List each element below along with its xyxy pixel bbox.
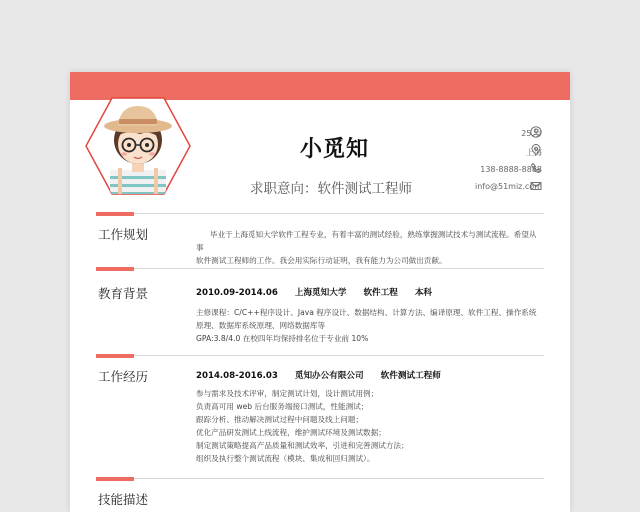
- candidate-name: 小觅知: [300, 137, 370, 162]
- education-text: [196, 306, 544, 345]
- education-school: 上海觅知大学: [294, 288, 347, 298]
- education-head: [196, 286, 446, 298]
- section-accent-bar: [96, 354, 134, 358]
- mail-icon: [530, 180, 542, 192]
- city-text: 上海: [526, 148, 542, 157]
- work-line: 优化产品研发测试上线流程，维护测试环境及测试数据；: [196, 428, 386, 437]
- work-text: [196, 387, 544, 465]
- resume-paper: [70, 72, 570, 512]
- plan-line: 毕业于上海觅知大学软件工程专业，有着丰富的测试经验，熟练掌握测试技术与测试流程。希望从事: [196, 230, 537, 252]
- section-accent-bar: [96, 267, 134, 271]
- section-title-education: 教育背景: [98, 286, 149, 301]
- section-divider: [134, 355, 544, 356]
- work-company: 觅知办公有限公司: [294, 371, 364, 381]
- work-line: 组织及执行整个测试流程（模块、集成和回归测试）。: [196, 454, 375, 463]
- section-accent-bar: [96, 212, 134, 216]
- work-head: [196, 369, 455, 381]
- phone-icon: [530, 162, 542, 174]
- section-title-work: 工作经历: [98, 369, 149, 384]
- section-divider: [134, 268, 544, 269]
- avatar: [84, 96, 192, 196]
- plan-line: 软件测试工程师的工作。我会用实际行动证明，我有能力为公司做出贡献。: [196, 256, 447, 265]
- user-icon: [530, 126, 542, 138]
- section-divider: [134, 478, 544, 479]
- location-pin-icon: [530, 144, 542, 156]
- education-dates: 2010.09-2014.06: [196, 288, 278, 298]
- work-line: 参与需求及技术评审，制定测试计划，设计测试用例；: [196, 389, 379, 398]
- job-intent: 求职意向：软件测试工程师: [250, 181, 412, 197]
- phone-text: 138-8888-8888: [480, 165, 542, 174]
- work-line: 负责高可用 web 后台服务端接口测试，性能测试；: [196, 402, 369, 411]
- education-line: 主修课程：C/C++程序设计、Java 程序设计、数据结构、计算方法、编译原理、软件工程、操作系统: [196, 308, 537, 317]
- plan-text: [196, 228, 544, 267]
- education-degree: 本科: [414, 288, 433, 298]
- education-major: 软件工程: [363, 288, 398, 298]
- section-divider: [134, 213, 544, 214]
- section-title-skills: 技能描述: [98, 492, 149, 507]
- education-line: 原理、数据库系统原理、网络数据库等: [196, 321, 326, 330]
- section-title-plan: 工作规划: [98, 227, 149, 242]
- work-line: 跟踪分析、推动解决测试过程中问题及线上问题；: [196, 415, 364, 424]
- avatar-illustration: [84, 96, 192, 196]
- work-position: 软件测试工程师: [380, 371, 441, 381]
- work-dates: 2014.08-2016.03: [196, 371, 278, 381]
- education-line: GPA:3.8/4.0 在校四年均保持排名位于专业前 10%: [196, 334, 369, 343]
- age-text: 25 岁: [521, 129, 542, 138]
- work-line: 制定测试策略提高产品质量和测试效率，引进和完善测试方法；: [196, 441, 409, 450]
- section-accent-bar: [96, 477, 134, 481]
- email-text: info@51miz.com: [474, 182, 542, 191]
